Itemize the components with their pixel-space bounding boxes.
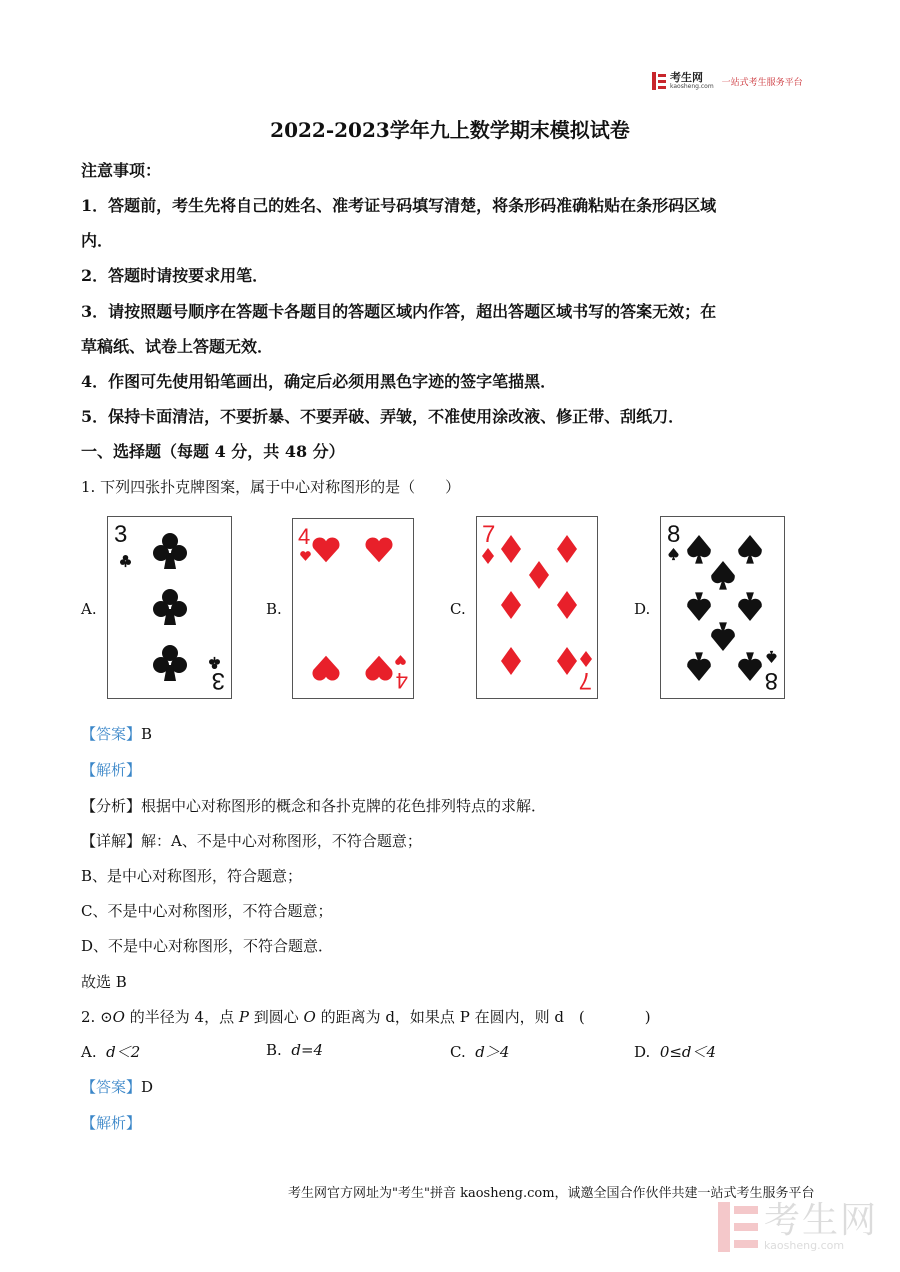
brand-slogan: 一站式考生服务平台	[721, 77, 803, 88]
answer-value: D	[141, 1078, 154, 1096]
watermark-text: 考生网	[764, 1199, 879, 1241]
brand-name: 考生网	[670, 71, 703, 84]
playing-card-8-spades	[660, 516, 785, 699]
q1-explanation-line: D、不是中心对称图形，不符合题意．	[81, 937, 334, 955]
q1-analysis-tag: 【解析】	[81, 761, 142, 779]
notice-item: 3．请按照题号顺序在答题卡各题目的答题区域内作答，超出答题区域书写的答案无效；在	[81, 302, 717, 321]
watermark-domain: kaosheng.com	[764, 1238, 845, 1252]
brand-domain: kaosheng.com	[670, 83, 714, 90]
circle-symbol: ⊙	[100, 1008, 113, 1026]
notice-item: 5．保持卡面清洁，不要折暴、不要弄破、弄皱，不准使用涂改液、修正带、刮纸刀．	[81, 407, 685, 426]
q1-explanation-line: B、是中心对称图形，符合题意；	[81, 867, 303, 885]
q1-answer	[81, 723, 152, 744]
brand-header	[652, 72, 803, 90]
answer-tag: 【答案】	[81, 1078, 142, 1096]
svg-text:8: 8	[764, 667, 778, 694]
svg-text:8: 8	[667, 521, 681, 548]
watermark-logo-icon	[718, 1202, 758, 1252]
fenxi-text: 根据中心对称图形的概念和各扑克牌的花色排列特点的求解．	[141, 797, 547, 815]
option-a-label: A.	[81, 600, 97, 618]
question-2-stem: 2. ⊙O 的半径为 4，点 P 到圆心 O 的距离为 d，如果点 P 在圆内，则 d ( )	[81, 1008, 651, 1026]
playing-card-3-clubs	[107, 516, 232, 699]
answer-tag: 【答案】	[81, 725, 142, 743]
page-title: 2022-2023学年九上数学期末模拟试卷	[270, 118, 630, 142]
q1-xiangjie	[81, 830, 422, 851]
svg-text:3: 3	[114, 521, 128, 548]
svg-text:4: 4	[395, 668, 408, 693]
q1-conclusion: 故选 B	[81, 973, 127, 991]
watermark	[718, 1199, 879, 1252]
svg-text:4: 4	[298, 524, 311, 549]
q2-option-b: B. d=4	[266, 1041, 324, 1059]
section-title: 一、选择题（每题 4 分，共 48 分）	[81, 442, 345, 461]
playing-card-4-hearts	[292, 518, 414, 699]
q2-answer	[81, 1076, 153, 1097]
option-b-label: B.	[266, 600, 282, 618]
xiangjie-text: 解：A、不是中心对称图形，不符合题意；	[141, 832, 422, 850]
svg-text:7: 7	[578, 667, 592, 694]
q2-option-d: D. 0≤d＜4	[634, 1043, 717, 1061]
kaosheng-logo-icon	[652, 72, 666, 90]
q2-analysis-tag: 【解析】	[81, 1114, 142, 1132]
q1-explanation-line: C、不是中心对称图形，不符合题意；	[81, 902, 333, 920]
question-1-stem: 1. 下列四张扑克牌图案，属于中心对称图形的是（ ）	[81, 478, 461, 496]
fenxi-tag: 【分析】	[81, 797, 142, 815]
brand-text	[670, 72, 714, 90]
q1-fenxi	[81, 795, 546, 816]
notice-item: 4．作图可先使用铅笔画出，确定后必须用黑色字迹的签字笔描黑．	[81, 372, 557, 391]
svg-text:7: 7	[482, 521, 496, 548]
option-c-label: C.	[450, 600, 466, 618]
q2-option-a: A. d＜2	[81, 1043, 141, 1061]
xiangjie-tag: 【详解】	[81, 832, 142, 850]
notice-item: 2．答题时请按要求用笔．	[81, 266, 269, 285]
notice-item: 1．答题前，考生先将自己的姓名、准考证号码填写清楚，将条形码准确粘贴在条形码区域	[81, 196, 717, 215]
notice-heading: 注意事项：	[81, 161, 162, 180]
playing-card-7-diamonds	[476, 516, 598, 699]
notice-item: 草稿纸、试卷上答题无效．	[81, 337, 274, 356]
answer-value: B	[141, 725, 153, 743]
svg-text:3: 3	[211, 667, 225, 694]
notice-item: 内．	[81, 231, 114, 250]
page-footer: 考生网官方网址为"考生"拼音 kaosheng.com，诚邀全国合作伙伴共建一站式考生服务平台	[288, 1186, 815, 1201]
q2-option-c: C. d＞4	[450, 1043, 510, 1061]
option-d-label: D.	[634, 600, 651, 618]
